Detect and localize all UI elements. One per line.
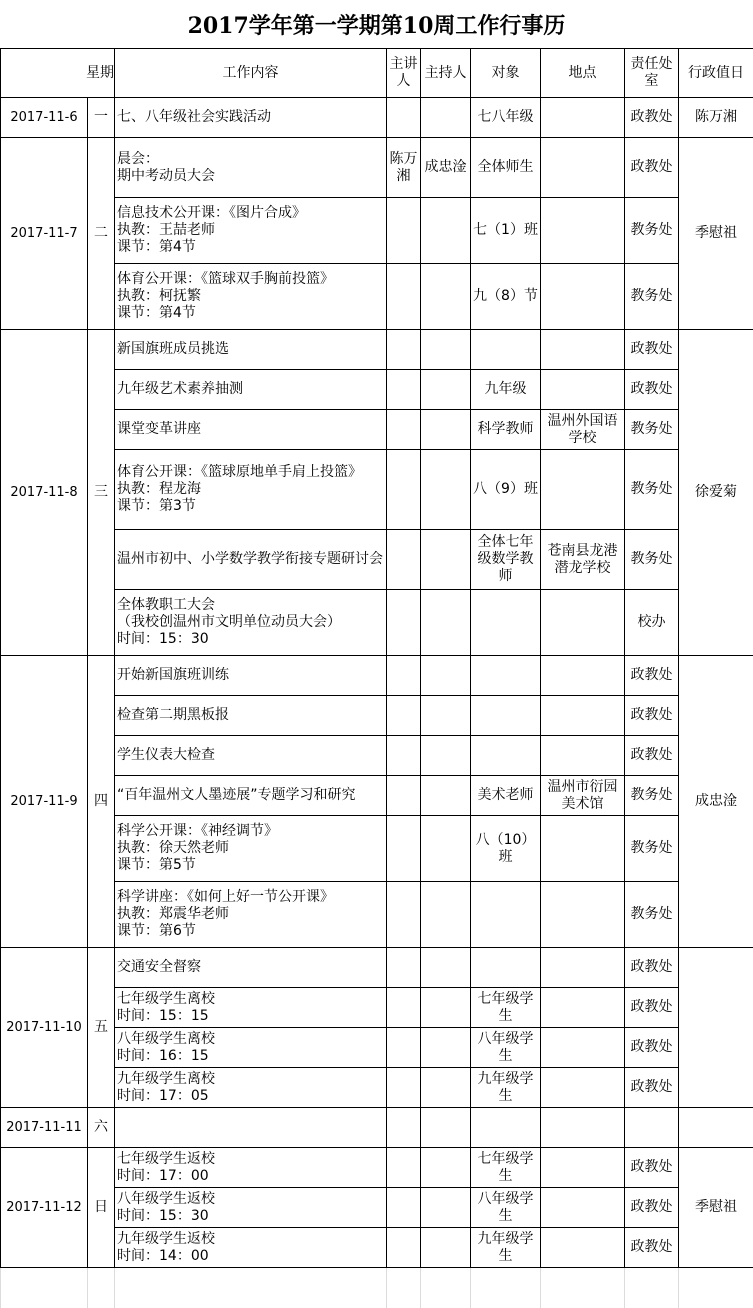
location-cell bbox=[541, 370, 625, 410]
host-cell bbox=[421, 1188, 471, 1228]
weekday-cell: 五 bbox=[88, 948, 115, 1108]
host-cell bbox=[421, 656, 471, 696]
schedule-row bbox=[1, 656, 753, 696]
weekday-cell: 四 bbox=[88, 656, 115, 948]
date-cell: 2017-11-6 bbox=[1, 98, 88, 138]
date-cell: 2017-11-11 bbox=[1, 1108, 88, 1148]
speaker-cell: 陈万湘 bbox=[387, 138, 421, 198]
dept-cell: 教务处 bbox=[625, 816, 679, 882]
location-cell: 温州外国语学校 bbox=[541, 410, 625, 450]
location-cell bbox=[541, 656, 625, 696]
weekday-cell: 一 bbox=[88, 98, 115, 138]
host-cell bbox=[421, 410, 471, 450]
location-cell bbox=[541, 264, 625, 330]
location-cell: 温州市衍园美术馆 bbox=[541, 776, 625, 816]
weekday-cell: 三 bbox=[88, 330, 115, 656]
header-duty: 行政值日 bbox=[679, 49, 753, 98]
target-cell: 九（8）节 bbox=[471, 264, 541, 330]
date-cell: 2017-11-10 bbox=[1, 948, 88, 1108]
target-cell bbox=[471, 656, 541, 696]
dept-cell: 教务处 bbox=[625, 882, 679, 948]
host-cell bbox=[421, 1108, 471, 1148]
work-content-cell: 晨会： 期中考动员大会 bbox=[115, 138, 387, 198]
header-location: 地点 bbox=[541, 49, 625, 98]
dept-cell: 教务处 bbox=[625, 264, 679, 330]
page-title: 2017学年第一学期第10周工作行事历 bbox=[0, 0, 753, 48]
location-cell bbox=[541, 450, 625, 530]
dept-cell: 政教处 bbox=[625, 948, 679, 988]
duty-cell: 季慰祖 bbox=[679, 1148, 753, 1268]
location-cell bbox=[541, 948, 625, 988]
location-cell bbox=[541, 1028, 625, 1068]
speaker-cell bbox=[387, 264, 421, 330]
target-cell bbox=[471, 330, 541, 370]
blank-cell bbox=[1, 1268, 88, 1308]
blank-cell bbox=[471, 1268, 541, 1308]
dept-cell: 政教处 bbox=[625, 98, 679, 138]
target-cell: 全体师生 bbox=[471, 138, 541, 198]
work-content-cell: “百年温州文人墨迹展”专题学习和研究 bbox=[115, 776, 387, 816]
header-weekday: 星期 bbox=[1, 49, 115, 98]
schedule-row bbox=[1, 98, 753, 138]
host-cell bbox=[421, 198, 471, 264]
date-cell: 2017-11-12 bbox=[1, 1148, 88, 1268]
target-cell: 美术老师 bbox=[471, 776, 541, 816]
host-cell bbox=[421, 948, 471, 988]
target-cell: 九年级学生 bbox=[471, 1068, 541, 1108]
speaker-cell bbox=[387, 882, 421, 948]
work-content-cell: 科学讲座：《如何上好一节公开课》 执教：郑震华老师 课节：第6节 bbox=[115, 882, 387, 948]
header-host: 主持人 bbox=[421, 49, 471, 98]
target-cell bbox=[471, 696, 541, 736]
dept-cell bbox=[625, 1108, 679, 1148]
speaker-cell bbox=[387, 370, 421, 410]
target-cell: 七（1）班 bbox=[471, 198, 541, 264]
speaker-cell bbox=[387, 948, 421, 988]
speaker-cell bbox=[387, 1148, 421, 1188]
target-cell: 九年级学生 bbox=[471, 1228, 541, 1268]
dept-cell: 政教处 bbox=[625, 656, 679, 696]
target-cell: 八（10）班 bbox=[471, 816, 541, 882]
speaker-cell bbox=[387, 696, 421, 736]
work-content-cell: 全体教职工大会 （我校创温州市文明单位动员大会） 时间：15：30 bbox=[115, 590, 387, 656]
schedule-row bbox=[1, 1148, 753, 1188]
host-cell bbox=[421, 1068, 471, 1108]
target-cell bbox=[471, 882, 541, 948]
schedule-body bbox=[1, 98, 753, 1308]
duty-cell: 成忠淦 bbox=[679, 656, 753, 948]
location-cell bbox=[541, 1108, 625, 1148]
blank-cell bbox=[679, 1268, 753, 1308]
location-cell bbox=[541, 882, 625, 948]
blank-cell bbox=[88, 1268, 115, 1308]
header-target: 对象 bbox=[471, 49, 541, 98]
dept-cell: 政教处 bbox=[625, 1188, 679, 1228]
dept-cell: 校办 bbox=[625, 590, 679, 656]
weekday-cell: 六 bbox=[88, 1108, 115, 1148]
work-content-cell: 开始新国旗班训练 bbox=[115, 656, 387, 696]
host-cell bbox=[421, 330, 471, 370]
duty-cell: 季慰祖 bbox=[679, 138, 753, 330]
location-cell bbox=[541, 988, 625, 1028]
host-cell bbox=[421, 1228, 471, 1268]
host-cell bbox=[421, 264, 471, 330]
dept-cell: 教务处 bbox=[625, 776, 679, 816]
host-cell bbox=[421, 736, 471, 776]
blank-cell bbox=[541, 1268, 625, 1308]
speaker-cell bbox=[387, 1068, 421, 1108]
blank-cell bbox=[625, 1268, 679, 1308]
host-cell bbox=[421, 590, 471, 656]
dept-cell: 政教处 bbox=[625, 696, 679, 736]
schedule-row bbox=[1, 138, 753, 198]
speaker-cell bbox=[387, 656, 421, 696]
header-content: 工作内容 bbox=[115, 49, 387, 98]
location-cell bbox=[541, 330, 625, 370]
work-content-cell: 交通安全督察 bbox=[115, 948, 387, 988]
work-content-cell bbox=[115, 1108, 387, 1148]
target-cell: 全体七年级数学教师 bbox=[471, 530, 541, 590]
host-cell bbox=[421, 370, 471, 410]
duty-cell bbox=[679, 1108, 753, 1148]
dept-cell: 政教处 bbox=[625, 988, 679, 1028]
speaker-cell bbox=[387, 1228, 421, 1268]
work-content-cell: 体育公开课：《篮球原地单手肩上投篮》 执教：程龙海 课节：第3节 bbox=[115, 450, 387, 530]
weekday-cell: 日 bbox=[88, 1148, 115, 1268]
speaker-cell bbox=[387, 450, 421, 530]
target-cell bbox=[471, 948, 541, 988]
dept-cell: 教务处 bbox=[625, 450, 679, 530]
work-content-cell: 八年级学生返校 时间：15：30 bbox=[115, 1188, 387, 1228]
header-dept: 责任处室 bbox=[625, 49, 679, 98]
work-content-cell: 学生仪表大检查 bbox=[115, 736, 387, 776]
schedule-row bbox=[1, 330, 753, 370]
host-cell bbox=[421, 696, 471, 736]
location-cell bbox=[541, 98, 625, 138]
target-cell: 八年级学生 bbox=[471, 1028, 541, 1068]
blank-row bbox=[1, 1268, 753, 1308]
speaker-cell bbox=[387, 1028, 421, 1068]
dept-cell: 教务处 bbox=[625, 530, 679, 590]
speaker-cell bbox=[387, 590, 421, 656]
work-content-cell: 新国旗班成员挑选 bbox=[115, 330, 387, 370]
speaker-cell bbox=[387, 1188, 421, 1228]
date-cell: 2017-11-7 bbox=[1, 138, 88, 330]
date-cell: 2017-11-8 bbox=[1, 330, 88, 656]
dept-cell: 教务处 bbox=[625, 410, 679, 450]
location-cell: 苍南县龙港潜龙学校 bbox=[541, 530, 625, 590]
target-cell: 八（9）班 bbox=[471, 450, 541, 530]
location-cell bbox=[541, 696, 625, 736]
work-content-cell: 课堂变革讲座 bbox=[115, 410, 387, 450]
work-content-cell: 信息技术公开课：《图片合成》 执教：王喆老师 课节：第4节 bbox=[115, 198, 387, 264]
target-cell: 八年级学生 bbox=[471, 1188, 541, 1228]
work-content-cell: 八年级学生离校 时间：16：15 bbox=[115, 1028, 387, 1068]
blank-cell bbox=[115, 1268, 387, 1308]
schedule-row bbox=[1, 1108, 753, 1148]
location-cell bbox=[541, 736, 625, 776]
weekday-cell: 二 bbox=[88, 138, 115, 330]
target-cell bbox=[471, 736, 541, 776]
duty-cell bbox=[679, 948, 753, 1108]
target-cell: 九年级 bbox=[471, 370, 541, 410]
location-cell bbox=[541, 198, 625, 264]
dept-cell: 政教处 bbox=[625, 370, 679, 410]
speaker-cell bbox=[387, 776, 421, 816]
target-cell bbox=[471, 590, 541, 656]
duty-cell: 陈万湘 bbox=[679, 98, 753, 138]
host-cell bbox=[421, 450, 471, 530]
host-cell bbox=[421, 1148, 471, 1188]
location-cell bbox=[541, 1068, 625, 1108]
location-cell bbox=[541, 1148, 625, 1188]
target-cell bbox=[471, 1108, 541, 1148]
speaker-cell bbox=[387, 988, 421, 1028]
location-cell bbox=[541, 590, 625, 656]
date-cell: 2017-11-9 bbox=[1, 656, 88, 948]
header-row bbox=[1, 49, 753, 98]
dept-cell: 政教处 bbox=[625, 1028, 679, 1068]
dept-cell: 政教处 bbox=[625, 138, 679, 198]
host-cell bbox=[421, 816, 471, 882]
duty-cell: 徐爱菊 bbox=[679, 330, 753, 656]
host-cell bbox=[421, 776, 471, 816]
work-content-cell: 科学公开课：《神经调节》 执教：徐天然老师 课节：第5节 bbox=[115, 816, 387, 882]
work-content-cell: 七、八年级社会实践活动 bbox=[115, 98, 387, 138]
target-cell: 科学教师 bbox=[471, 410, 541, 450]
location-cell bbox=[541, 1228, 625, 1268]
target-cell: 七八年级 bbox=[471, 98, 541, 138]
speaker-cell bbox=[387, 198, 421, 264]
target-cell: 七年级学生 bbox=[471, 1148, 541, 1188]
speaker-cell bbox=[387, 330, 421, 370]
speaker-cell bbox=[387, 410, 421, 450]
blank-cell bbox=[387, 1268, 421, 1308]
speaker-cell bbox=[387, 530, 421, 590]
work-content-cell: 七年级学生离校 时间：15：15 bbox=[115, 988, 387, 1028]
schedule-row bbox=[1, 948, 753, 988]
speaker-cell bbox=[387, 98, 421, 138]
blank-cell bbox=[421, 1268, 471, 1308]
location-cell bbox=[541, 1188, 625, 1228]
speaker-cell bbox=[387, 1108, 421, 1148]
dept-cell: 政教处 bbox=[625, 1228, 679, 1268]
dept-cell: 政教处 bbox=[625, 1148, 679, 1188]
work-content-cell: 温州市初中、小学数学教学衔接专题研讨会 bbox=[115, 530, 387, 590]
work-content-cell: 九年级艺术素养抽测 bbox=[115, 370, 387, 410]
host-cell bbox=[421, 1028, 471, 1068]
work-content-cell: 检查第二期黑板报 bbox=[115, 696, 387, 736]
dept-cell: 政教处 bbox=[625, 1068, 679, 1108]
host-cell bbox=[421, 98, 471, 138]
host-cell bbox=[421, 530, 471, 590]
work-content-cell: 九年级学生离校 时间：17：05 bbox=[115, 1068, 387, 1108]
dept-cell: 政教处 bbox=[625, 736, 679, 776]
host-cell bbox=[421, 988, 471, 1028]
schedule-table bbox=[0, 48, 753, 1308]
host-cell: 成忠淦 bbox=[421, 138, 471, 198]
host-cell bbox=[421, 882, 471, 948]
work-content-cell: 体育公开课：《篮球双手胸前投篮》 执教：柯抚繁 课节：第4节 bbox=[115, 264, 387, 330]
location-cell bbox=[541, 138, 625, 198]
header-speaker: 主讲人 bbox=[387, 49, 421, 98]
work-content-cell: 七年级学生返校 时间：17：00 bbox=[115, 1148, 387, 1188]
target-cell: 七年级学生 bbox=[471, 988, 541, 1028]
work-content-cell: 九年级学生返校 时间：14：00 bbox=[115, 1228, 387, 1268]
dept-cell: 政教处 bbox=[625, 330, 679, 370]
location-cell bbox=[541, 816, 625, 882]
speaker-cell bbox=[387, 736, 421, 776]
dept-cell: 教务处 bbox=[625, 198, 679, 264]
speaker-cell bbox=[387, 816, 421, 882]
